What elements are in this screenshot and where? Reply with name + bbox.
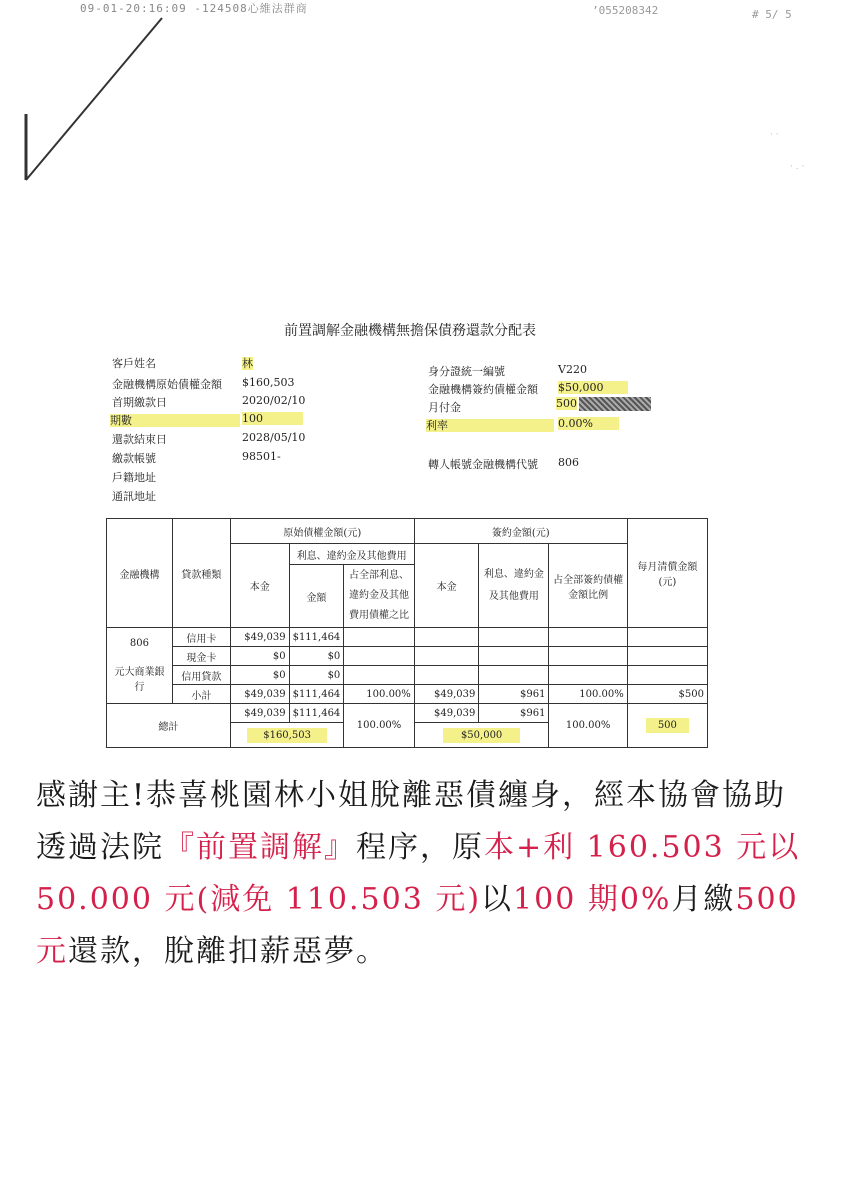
info-label: 金融機構簽約債權金額 bbox=[428, 383, 538, 396]
bank-cell bbox=[107, 628, 173, 704]
table-cell: $49,039 bbox=[230, 685, 289, 704]
table-cell: $0 bbox=[289, 647, 344, 666]
periods-value: 100 bbox=[242, 412, 303, 425]
info-label: 通訊地址 bbox=[112, 490, 156, 503]
table-cell: 現金卡 bbox=[172, 647, 230, 666]
col-header: 本金 bbox=[414, 544, 479, 628]
info-label: 繳款帳號 bbox=[112, 452, 156, 465]
periods-label: 期數 bbox=[110, 412, 240, 428]
info-label: 戶籍地址 bbox=[112, 471, 156, 484]
table-cell: 信用貸款 bbox=[172, 666, 230, 685]
table-cell: $49,039 bbox=[414, 704, 479, 723]
table-cell: 100.00% bbox=[344, 704, 415, 748]
info-label: 首期繳款日 bbox=[112, 396, 167, 409]
bank-name: 元大商業銀行 bbox=[114, 667, 165, 693]
col-header: 利息、違約金及其他費用 bbox=[289, 544, 414, 565]
col-header: 每月清償金額(元) bbox=[627, 519, 707, 628]
signed-sum-cell: $50,000 bbox=[414, 723, 549, 748]
monthly-payment-value: 500 bbox=[556, 397, 651, 411]
col-header: 本金 bbox=[230, 544, 289, 628]
bank-code-value: 806 bbox=[558, 456, 579, 469]
total-label: 總計 bbox=[107, 704, 231, 748]
info-label: 身分證統一編號 bbox=[428, 365, 505, 378]
table-cell: 100.00% bbox=[344, 685, 415, 704]
account-value: 98501- bbox=[242, 450, 281, 463]
table-cell: 100.00% bbox=[549, 685, 627, 704]
col-header: 占全部簽約債權金額比例 bbox=[549, 544, 627, 628]
table-cell: $49,039 bbox=[230, 704, 289, 723]
table-cell: 100.00% bbox=[549, 704, 627, 748]
info-label: 客戶姓名 bbox=[112, 357, 156, 370]
info-label: 月付金 bbox=[428, 401, 461, 414]
bank-code: 806 bbox=[129, 638, 150, 649]
scan-slash-mark bbox=[22, 14, 172, 184]
original-claim-value: $160,503 bbox=[242, 376, 295, 389]
table-cell: $111,464 bbox=[289, 685, 344, 704]
table-cell: $961 bbox=[479, 704, 549, 723]
table-cell: $111,464 bbox=[289, 628, 344, 647]
col-header: 利息、違約金及其他費用 bbox=[479, 544, 549, 628]
id-number-value: V220 bbox=[558, 363, 587, 376]
table-cell: $0 bbox=[289, 666, 344, 685]
end-date-value: 2028/05/10 bbox=[242, 431, 306, 444]
info-label: 還款結束日 bbox=[112, 433, 167, 446]
col-header: 簽約金額(元) bbox=[414, 519, 627, 544]
fax-number: ’055208342 bbox=[592, 4, 659, 17]
scan-speck: · . · bbox=[790, 162, 805, 172]
table-cell: $49,039 bbox=[230, 628, 289, 647]
table-cell: $0 bbox=[230, 666, 289, 685]
rate-value: 0.00% bbox=[558, 417, 619, 430]
table-cell: $500 bbox=[627, 685, 707, 704]
col-header: 金額 bbox=[289, 565, 344, 628]
document-title: 前置調解金融機構無擔保債務還款分配表 bbox=[284, 323, 536, 339]
fax-header-line: 09-01-20:16:09 -124508心維法群商 bbox=[80, 2, 308, 15]
signed-claim-value: $50,000 bbox=[558, 381, 628, 394]
table-cell: 小計 bbox=[172, 685, 230, 704]
rate-label: 利率 bbox=[426, 417, 554, 433]
fax-page-count: # 5/ 5 bbox=[752, 8, 792, 21]
redaction-block bbox=[579, 397, 651, 411]
table-cell: $0 bbox=[230, 647, 289, 666]
table-cell: $111,464 bbox=[289, 704, 344, 723]
total-monthly-cell: 500 bbox=[627, 704, 707, 748]
customer-name-value: 林 bbox=[242, 357, 253, 370]
table-cell: 信用卡 bbox=[172, 628, 230, 647]
table-cell: $961 bbox=[479, 685, 549, 704]
announcement-text: 感謝主!恭喜桃園林小姐脫離惡債纏身，經本協會協助透過法院『前置調解』程序，原本+利 160.503 元以 50.000 元(減免 110.503 元)以100 期0%月繳500 元還款，脫離扣薪惡夢。 bbox=[36, 778, 801, 969]
first-payment-value: 2020/02/10 bbox=[242, 394, 306, 407]
total-sum-cell: $160,503 bbox=[230, 723, 343, 748]
col-header: 占全部利息、違約金及其他費用債權之比 bbox=[344, 565, 415, 628]
col-header: 原始債權金額(元) bbox=[230, 519, 414, 544]
allocation-table bbox=[106, 518, 708, 748]
col-header: 貸款種類 bbox=[172, 519, 230, 628]
info-label: 轉人帳號金融機構代號 bbox=[428, 458, 538, 471]
scan-speck: · · bbox=[770, 130, 779, 140]
info-label: 金融機構原始債權金額 bbox=[112, 378, 222, 391]
table-cell: $49,039 bbox=[414, 685, 479, 704]
col-header: 金融機構 bbox=[107, 519, 173, 628]
